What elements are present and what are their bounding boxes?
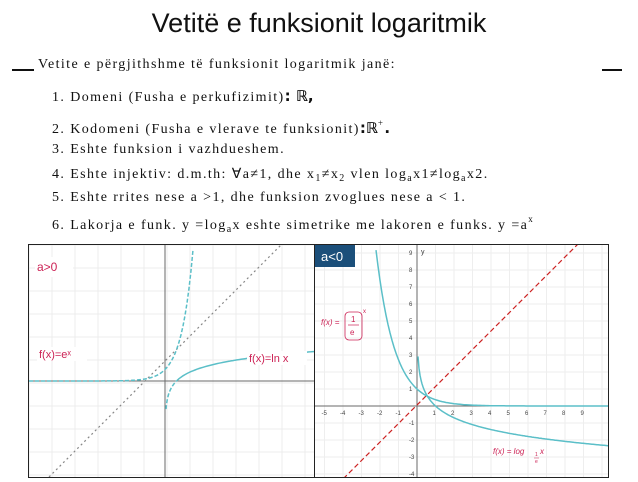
svg-text:e: e [535,459,538,465]
svg-text:x: x [540,447,544,456]
right-grid [315,245,608,477]
x-tick-label: 2 [451,411,455,417]
y-tick-label: 8 [409,268,413,274]
svg-text:1: 1 [351,315,356,324]
y-tick-label: 3 [409,353,413,359]
svg-text:1: 1 [535,452,538,458]
property-6: 6. Lakorja e funk. $y =\log_ax$ eshte simetrike me lakoren e funks. $y =a^x$ [52,214,535,235]
x-tick-label: 3 [469,411,473,417]
y-tick-label: 1 [409,387,413,393]
y-tick-label: -1 [409,421,415,427]
right-y-axis-name: y [421,249,425,256]
right-y-ticks [409,251,415,477]
left-log-asymptote-branch [166,381,177,410]
x-tick-label: 1 [432,411,436,417]
property-3: 3. Eshte funksion i vazhdueshem. [52,142,285,157]
svg-text:e: e [350,328,355,337]
right-log-curve [418,356,608,445]
y-tick-label: 6 [409,302,413,308]
left-exp-label: f(x)=eˣ [39,349,72,361]
svg-text:x: x [363,309,366,315]
left-case-label: a>0 [37,260,58,274]
left-dash [12,69,34,71]
right-x-ticks [322,411,585,417]
left-graph [29,245,315,477]
property-4: 4. Eshte injektiv: d.m.th: ∀a≠1, dhe $x_1\ne x_2$ vlen $\log_ax1\ne\log_ax2$. [52,167,489,184]
x-tick-label: -3 [358,411,364,417]
y-tick-label: -3 [409,455,415,461]
x-tick-label: 9 [580,411,584,417]
right-log-formula [493,447,545,465]
intro-text: Vetite e përgjithshme të funksionit logaritmik janë: [38,57,396,72]
right-graph [315,245,608,477]
x-tick-label: 7 [543,411,547,417]
y-tick-label: -4 [409,472,415,477]
svg-text:f(x) = log: f(x) = log [493,447,525,456]
x-tick-label: 8 [562,411,566,417]
x-tick-label: -4 [340,411,346,417]
x-tick-label: -1 [395,411,401,417]
x-tick-label: -5 [321,411,327,417]
y-tick-label: -2 [409,438,415,444]
y-tick-label: 7 [409,285,413,291]
y-tick-label: 4 [409,336,413,342]
x-tick-label: 6 [525,411,529,417]
x-tick-label: -2 [377,411,383,417]
y-tick-label: 9 [409,251,413,257]
right-dash [602,69,622,71]
x-tick-label: 4 [488,411,492,417]
right-graph-panel [314,244,609,478]
right-diagonal-yx [315,245,608,477]
right-case-label: a<0 [321,249,344,264]
x-tick-label: 5 [506,411,510,417]
property-2: 2. Kodomeni (Fusha e vlerave te funksionit):ℝ+. [52,118,391,137]
y-tick-label: 2 [409,370,413,376]
left-log-label: f(x)=ln x [249,353,289,365]
left-graph-panel [28,244,316,478]
property-1: 1. Domeni (Fusha e perkufizimit): ℝ, [52,87,314,105]
y-tick-label: 5 [409,319,413,325]
property-5: 5. Eshte rrites nese a >1, dhe funksion zvoglues nese a < 1. [52,190,467,205]
svg-text:f(x) =: f(x) = [321,318,340,327]
slide-title: Vetitë e funksionit logaritmik [151,8,487,38]
